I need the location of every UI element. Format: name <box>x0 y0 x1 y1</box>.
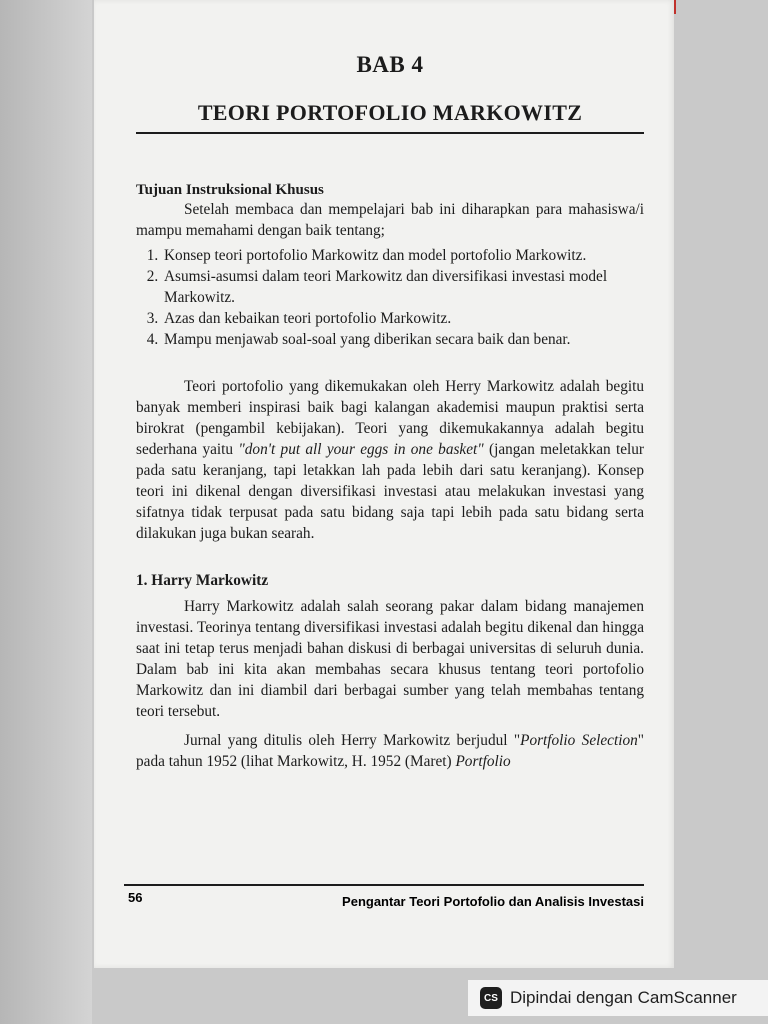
journal-text-b: " pada tahun 1952 (lihat Markowitz, H. 1952 (Maret) <box>136 732 644 770</box>
intro-text-part1: Teori portofolio yang dikemukakan oleh Herry Markowitz adalah begitu banyak memberi inspirasi baik bagi kalangan akademisi maupun praktisi serta birokrat (pengambil kebijakan). Teori yang dikemukakannya adalah begitu sederhana yaitu <box>136 378 644 458</box>
objective-item: 1. Konsep teori portofolio Markowitz dan model portofolio Markowitz. <box>162 245 644 266</box>
journal-paragraph <box>136 730 644 772</box>
journal-text-a: Jurnal yang ditulis oleh Herry Markowitz berjudul " <box>184 732 521 749</box>
objective-item: 2. Asumsi-asumsi dalam teori Markowitz dan diversifikasi investasi model Markowitz. <box>162 266 644 308</box>
footer-rule <box>124 884 644 886</box>
camscanner-watermark <box>468 980 768 1016</box>
running-title: Pengantar Teori Portofolio dan Analisis Investasi <box>342 894 644 909</box>
intro-text-part2: (jangan meletakkan telur pada satu keranjang, tapi letakkan lah pada lebih dari satu keranjang). Konsep teori ini dikenal dengan diversifikasi investasi atau melakukan investasi yang sifatnya tidak terpusat pada satu bidang saja tapi lebih pada satu bidang serta dilakukan juga bukan searah. <box>136 441 644 542</box>
chapter-number: BAB 4 <box>356 52 424 77</box>
intro-quote: "don't put all your eggs in one basket" <box>238 441 484 458</box>
objectives-intro: Setelah membaca dan mempelajari bab ini diharapkan para mahasiswa/i mampu memahami dengan baik tentang; <box>136 201 644 239</box>
objective-item: 4. Mampu menjawab soal-soal yang diberikan secara baik dan benar. <box>162 329 644 350</box>
book-page <box>94 0 674 968</box>
page-content <box>136 52 644 772</box>
watermark-text: Dipindai dengan CamScanner <box>510 988 737 1007</box>
camscanner-logo-icon: CS <box>480 987 502 1009</box>
chapter-title: TEORI PORTOFOLIO MARKOWITZ <box>197 100 583 125</box>
objective-item: 3. Azas dan kebaikan teori portofolio Markowitz. <box>162 308 644 329</box>
title-underline <box>136 132 644 134</box>
intro-paragraph <box>136 376 644 544</box>
page-number: 56 <box>128 890 143 905</box>
journal-title: Portfolio Selection <box>520 732 638 749</box>
objectives-heading: Tujuan Instruksional Khusus <box>136 182 324 198</box>
scan-background-edge <box>0 0 92 1024</box>
section-paragraph: Harry Markowitz adalah salah seorang pakar dalam bidang manajemen investasi. Teorinya tentang diversifikasi investasi adalah begitu dikenal dan hingga saat ini tetap terus menjadi bahan diskusi di berbagai universitas di seluruh dunia. Dalam bab ini kita akan membahas secara khusus tentang teori portofolio Markowitz dan ini diambil dari berbagai sumber yang telah membahas tentang teori tersebut. <box>136 598 644 720</box>
page-footer <box>124 884 644 909</box>
objectives-list <box>136 245 644 350</box>
journal-text-c: Portfolio <box>455 753 511 770</box>
section-heading: 1. Harry Markowitz <box>136 572 269 589</box>
